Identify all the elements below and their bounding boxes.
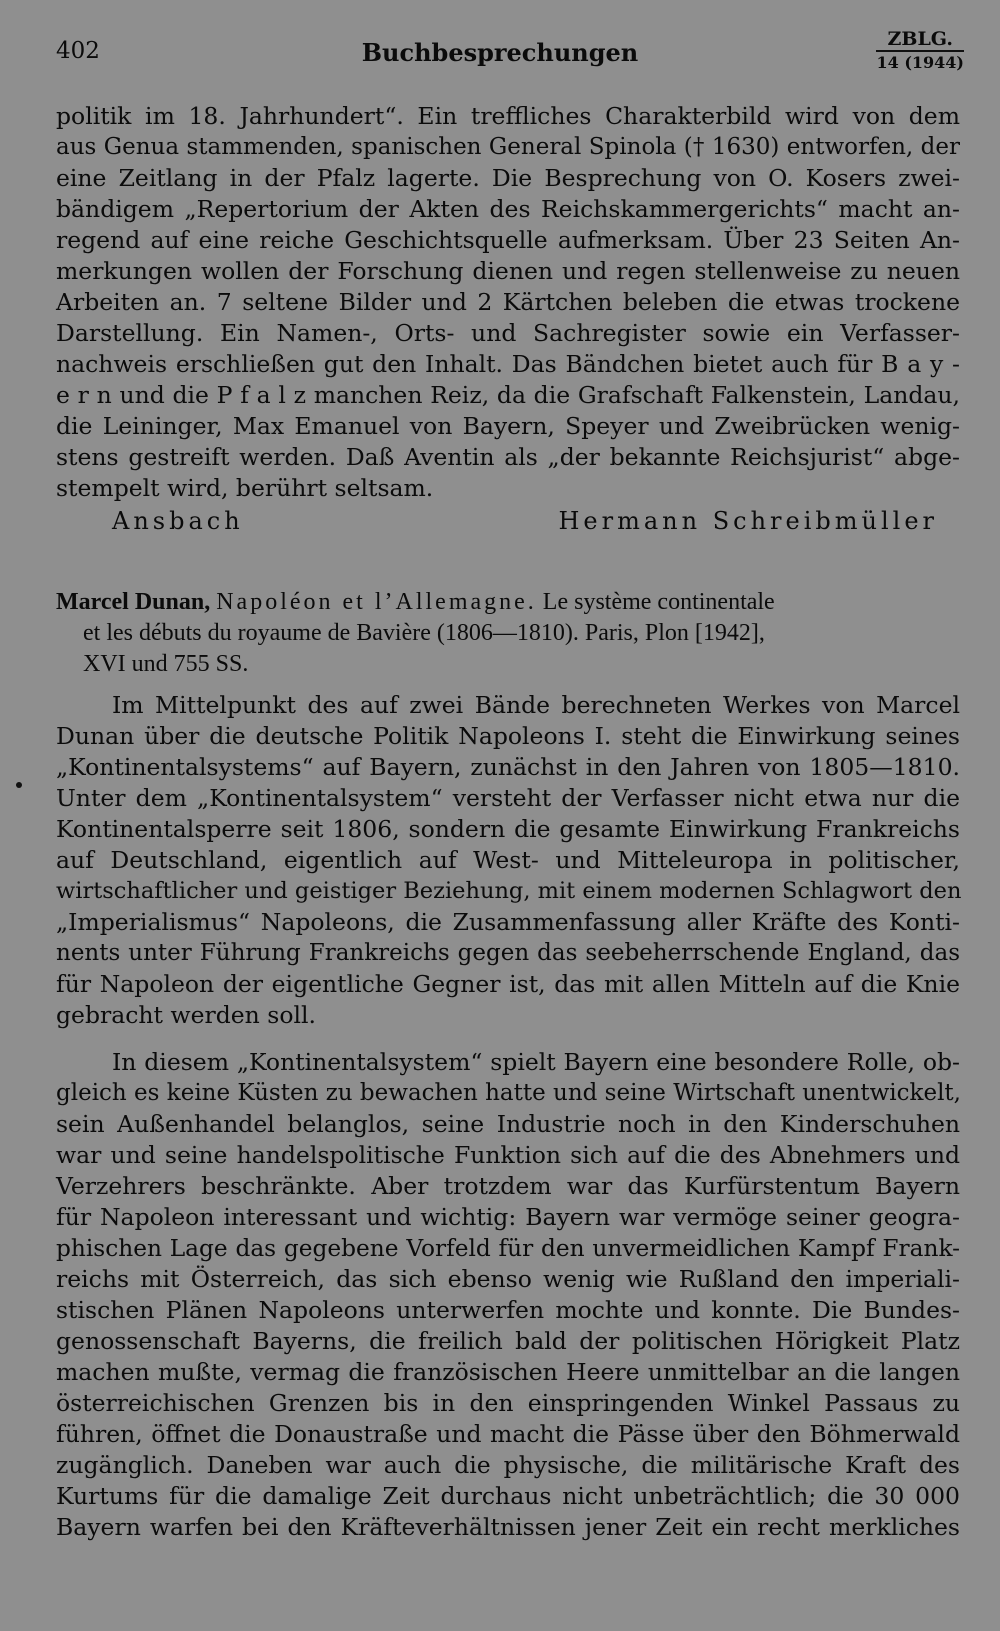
journal-volume: 14 (1944) [876,53,964,72]
text-line: machen mußte, vermag die französischen Heere unmittelbar an die langen [56,1358,960,1386]
text-line: stischen Plänen Napoleons unterwerfen mochte und konnte. Die Bundes- [56,1296,960,1324]
text-line: gleich es keine Küsten zu bewachen hatte und seine Wirtschaft unentwickelt, [56,1080,961,1106]
signature-name: Hermann Schreibmüller [558,507,938,535]
text-line: In diesem „Kontinentalsystem“ spielt Bayern eine besondere Rolle, ob- [112,1048,960,1076]
text-line: die Leininger, Max Emanuel von Bayern, Speyer und Zweibrücken wenig- [56,412,960,440]
text-line: „Kontinentalsystems“ auf Bayern, zunächst in den Jahren von 1805—1810. [56,753,960,781]
text-line: nents unter Führung Frankreichs gegen das seebeherrschende England, das [56,940,960,966]
text-line: „Imperialismus“ Napoleons, die Zusammenfassung aller Kräfte des Konti- [56,908,960,936]
text-line: Verzehrers beschränkte. Aber trotzdem war das Kurfürstentum Bayern [56,1172,960,1200]
text-line: stempelt wird, berührt seltsam. [56,474,434,502]
citation-line: et les débuts du royaume de Bavière (1806—1810). Paris, Plon [1942], [83,620,765,646]
text-line: wirtschaftlicher und geistiger Beziehung, mit einem modernen Schlagwort den [56,878,962,904]
text-line: Darstellung. Ein Namen-, Orts- und Sachregister sowie ein Verfasser- [56,319,960,347]
journal-reference [876,28,964,74]
text-line: zugänglich. Daneben war auch die physische, die militärische Kraft des [56,1451,960,1479]
text-line: genossenschaft Bayerns, die freilich bald der politischen Hörigkeit Platz [56,1327,960,1355]
text-line: war und seine handelspolitische Funktion sich auf die des Abnehmers und [56,1141,960,1169]
citation-line: XVI und 755 SS. [83,651,249,677]
text-line: stens gestreift werden. Daß Aventin als „der bekannte Reichsjurist“ abge- [56,443,960,471]
text-line: bändigem „Repertorium der Akten des Reichskammergerichts“ macht an- [56,195,960,223]
text-line: für Napoleon der eigentliche Gegner ist, das mit allen Mitteln auf die Knie [56,970,960,998]
signature-place: Ansbach [112,507,244,535]
text-line: führen, öffnet die Donaustraße und macht die Pässe über den Böhmerwald [56,1420,960,1448]
text-line: aus Genua stammenden, spanischen General Spinola († 1630) entworfen, der [56,134,960,160]
text-line: phischen Lage das gegebene Vorfeld für den unvermeidlichen Kampf Frank- [56,1235,960,1262]
text-line: Unter dem „Kontinentalsystem“ versteht der Verfasser nicht etwa nur die [56,784,960,812]
text-line: gebracht werden soll. [56,1001,316,1029]
text-line: e r n und die P f a l z manchen Reiz, da die Grafschaft Falkenstein, Landau, [56,381,960,409]
citation-line [56,587,960,618]
text-line: österreichischen Grenzen bis in den einspringenden Winkel Passaus zu [56,1389,960,1417]
book-title: Napoléon et l’Allemagne. [216,589,537,615]
text-line: auf Deutschland, eigentlich auf West- und Mitteleuropa in politischer, [56,846,960,874]
running-title: Buchbesprechungen [361,38,639,67]
text-line: merkungen wollen der Forschung dienen und regen stellenweise zu neuen [56,257,960,285]
text-line: Im Mittelpunkt des auf zwei Bände berechneten Werkes von Marcel [112,691,960,719]
text-line: für Napoleon interessant und wichtig: Bayern war vermöge seiner geogra- [56,1203,960,1231]
text-line: Dunan über die deutsche Politik Napoleons I. steht die Einwirkung seines [56,722,960,750]
review-author: Marcel Dunan, [56,589,211,615]
text-line: nachweis erschließen gut den Inhalt. Das Bändchen bietet auch für B a y - [56,350,960,378]
page-number: 402 [56,38,100,64]
text-line: regend auf eine reiche Geschichtsquelle aufmerksam. Über 23 Seiten An- [56,226,960,254]
text-line: Bayern warfen bei den Kräfteverhältnissen jener Zeit ein recht merkliches [56,1513,960,1541]
text-line: politik im 18. Jahrhundert“. Ein treffliches Charakterbild wird von dem [56,102,960,130]
text-line: Kontinentalsperre seit 1806, sondern die gesamte Einwirkung Frankreichs [56,815,960,843]
margin-dot [16,782,22,788]
text-line: sein Außenhandel belanglos, seine Industrie noch in den Kinderschuhen [56,1110,960,1138]
journal-abbrev: ZBLG. [876,28,964,52]
text-line: reichs mit Österreich, das sich ebenso wenig wie Rußland den imperiali- [56,1265,960,1293]
text-line: eine Zeitlang in der Pfalz lagerte. Die Besprechung von O. Kosers zwei- [56,164,960,192]
book-subtitle: Le système continentale [542,589,775,615]
text-line: Kurtums für die damalige Zeit durchaus nicht unbeträchtlich; die 30 000 [56,1482,960,1510]
text-line: Arbeiten an. 7 seltene Bilder und 2 Kärtchen beleben die etwas trockene [56,288,960,316]
